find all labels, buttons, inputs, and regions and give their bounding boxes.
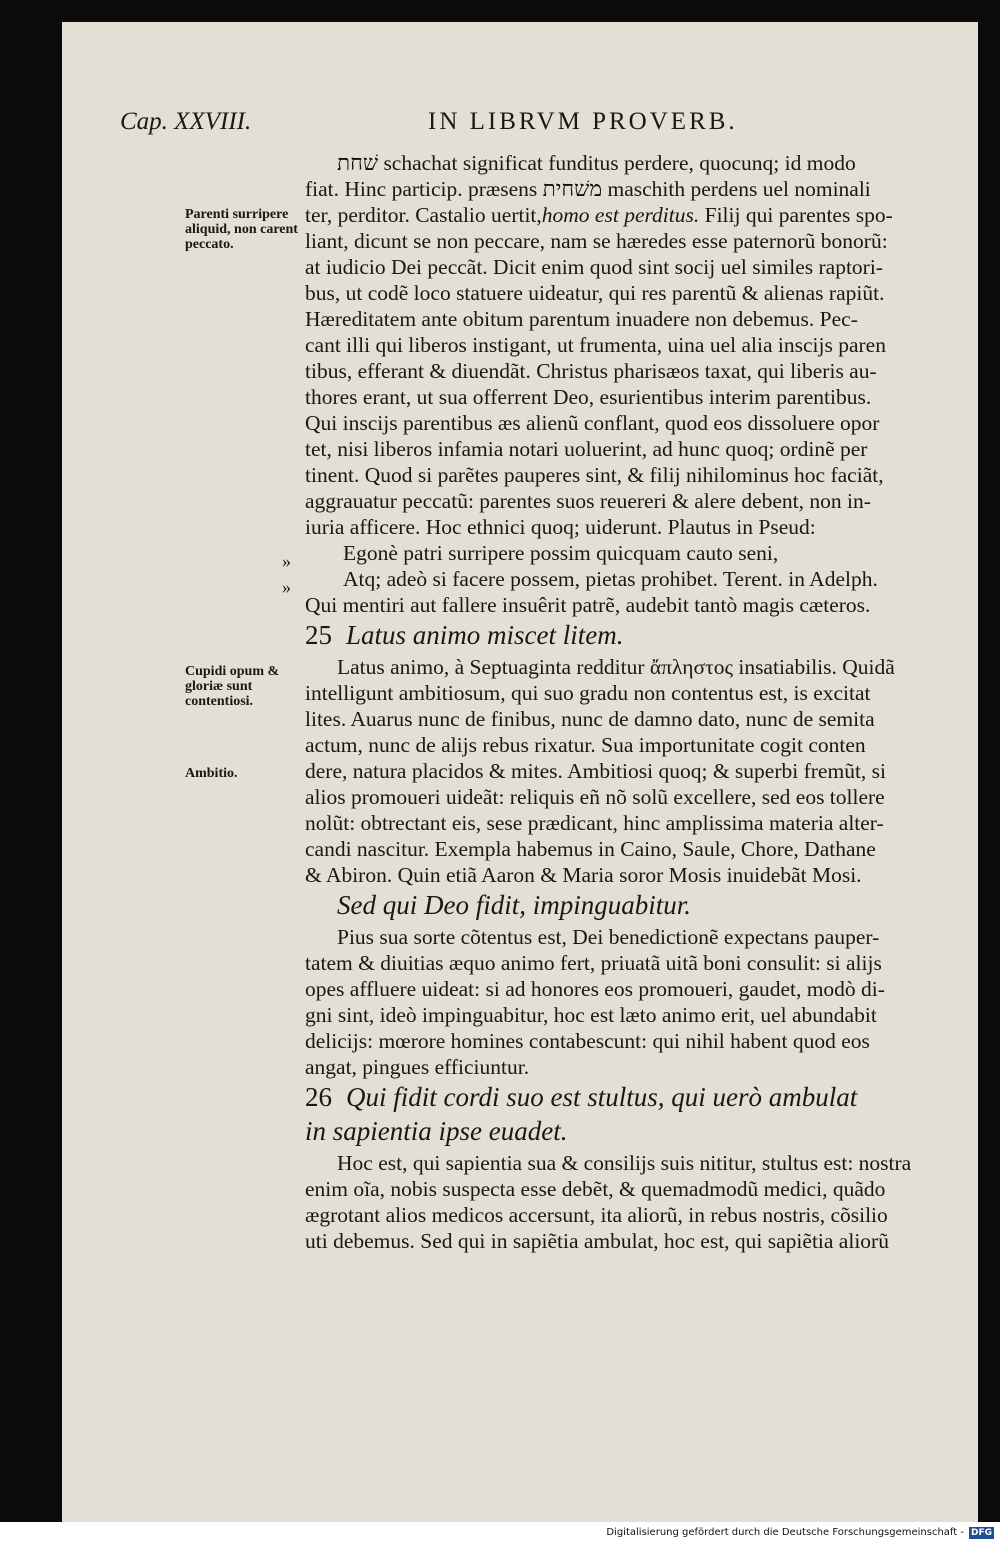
text-line: Latus animo, à Septuaginta redditur ἄπληστος insatiabilis. Quidã (337, 655, 895, 679)
text-line: Qui inscijs parentibus æs alienũ conflant, quod eos dissoluere opor (305, 411, 880, 435)
lemma-second-half: Sed qui Deo fidit, impinguabitur. (337, 890, 691, 920)
margin-note-parents: Parenti surripere aliquid, non carent peccato. (185, 207, 298, 252)
text-line: tet, nisi liberos infamia notari uoluerint, ad hunc quoq; ordinẽ per (305, 437, 868, 461)
text-line: tatem & diuitias æquo animo fert, priuatã uitã boni consulit: si alijs (305, 951, 882, 975)
quote-mark: » (282, 551, 291, 571)
hebrew-word: משׁחית (542, 177, 603, 201)
text-line: bus, ut codẽ loco statuere uideatur, qui res parentũ & alienas rapiũt. (305, 281, 885, 305)
margin-note-ambitio: Ambitio. (185, 766, 238, 781)
text-line: enim oĩa, nobis suspecta esse debẽt, & quemadmodũ medici, quãdo (305, 1177, 886, 1201)
hebrew-word: שׁחת (337, 151, 379, 175)
margin-note-cupidi: Cupidi opum & gloriæ sunt contentiosi. (185, 664, 280, 709)
verse-number: 25 (305, 620, 332, 650)
text-line: dere, natura placidos & mites. Ambitiosi quoq; & superbi fremũt, si (305, 759, 887, 783)
text-line: Hæreditatem ante obitum parentum inuadere non debemus. Pec- (305, 307, 858, 331)
text-line: tibus, efferant & diuendãt. Christus pharisæos taxat, qui liberis au- (305, 359, 877, 383)
text-line: at iudicio Dei peccãt. Dicit enim quod sint socij uel similes raptori- (305, 255, 883, 279)
greek-word: ἄπληστος (649, 655, 733, 679)
commentary-text (305, 150, 953, 1254)
verse-number: 26 (305, 1082, 332, 1112)
text-line: nolũt: obtrectant eis, sese prædicant, hinc amplissima materia alter- (305, 811, 884, 835)
quote-mark: » (282, 577, 291, 597)
text-line: ter, perditor. Castalio uertit,homo est perditus. Filij qui parentes spo- (305, 203, 893, 227)
text-line: candi nascitur. Exempla habemus in Caino, Saule, Chore, Dathane (305, 837, 876, 861)
verse-quote-line: Egonè patri surripere possim quicquam cauto seni, (343, 541, 779, 565)
text-line: tinent. Quod si parẽtes pauperes sint, & filij nihilominus hoc faciãt, (305, 463, 884, 487)
text-line: alios promoueri uideãt: reliquis eñ nõ solũ excellere, sed eos tollere (305, 785, 885, 809)
dfg-logo: DFG (970, 1528, 992, 1538)
text-line: cant illi qui liberos instigant, ut frumenta, uina uel alia inscijs paren (305, 333, 886, 357)
text-line: thores erant, ut sua offerrent Deo, esurientibus interim parentibus. (305, 385, 872, 409)
text-line: ægrotant alios medicos accersunt, ita aliorũ, in rebus nostris, cõsilio (305, 1203, 888, 1227)
lemma-verse-26-cont: in sapientia ipse euadet. (305, 1116, 568, 1146)
text-line: liant, dicunt se non peccare, nam se hæredes esse paternorũ bonorũ: (305, 229, 888, 253)
text-line: delicijs: mœrore homines contabescunt: qui nihil habent quod eos (305, 1029, 870, 1053)
lemma-verse-26: 26 Qui fidit cordi suo est stultus, qui uerò ambulat (305, 1082, 858, 1112)
text-line: iuria afficere. Hoc ethnici quoq; uiderunt. Plautus in Pseud: (305, 515, 816, 539)
text-line: gni sint, ideò impinguabitur, hoc est læto animo erit, uel abundabit (305, 1003, 877, 1027)
text-line: שׁחת schachat significat funditus perdere, quocunq; id modo (337, 151, 856, 175)
text-line: actum, nunc de alijs rebus rixatur. Sua importunitate cogit conten (305, 733, 866, 757)
text-line: & Abiron. Quin etiã Aaron & Maria soror Mosis inuidebãt Mosi. (305, 863, 862, 887)
text-line: aggrauatur peccatũ: parentes suos reuereri & alere debent, non in- (305, 489, 871, 513)
text-line: Pius sua sorte cõtentus est, Dei benedictionẽ expectans pauper- (337, 925, 880, 949)
text-line: Qui mentiri aut fallere insuêrit patrẽ, audebit tantò magis cæteros. (305, 593, 871, 617)
lemma-verse-25: 25 Latus animo miscet litem. (305, 620, 624, 650)
text-line: uti debemus. Sed qui in sapiẽtia ambulat, hoc est, qui sapiẽtia aliorũ (305, 1229, 889, 1253)
text-line: Hoc est, qui sapientia sua & consilijs suis nititur, stultus est: nostra (337, 1151, 912, 1175)
running-head-chapter: Cap. XXVIII. (120, 108, 252, 135)
text-line: fiat. Hinc particip. præsens משׁחית maschith perdens uel nominali (305, 177, 871, 201)
text-line: opes affluere uideat: si ad honores eos promoueri, gaudet, modò di- (305, 977, 885, 1001)
text-line: intelligunt ambitiosum, qui suo gradu non contentus est, is excitat (305, 681, 871, 705)
text-line: angat, pingues efficiuntur. (305, 1055, 530, 1079)
text-line: lites. Auarus nunc de finibus, nunc de damno dato, nunc de semita (305, 707, 875, 731)
verse-quote-line: Atq; adeò si facere possem, pietas prohibet. Terent. in Adelph. (343, 567, 878, 591)
digitization-credit: Digitalisierung gefördert durch die Deutsche Forschungsgemeinschaft - (606, 1527, 964, 1538)
running-head-title: IN LIBRVM PROVERB. (428, 108, 738, 135)
